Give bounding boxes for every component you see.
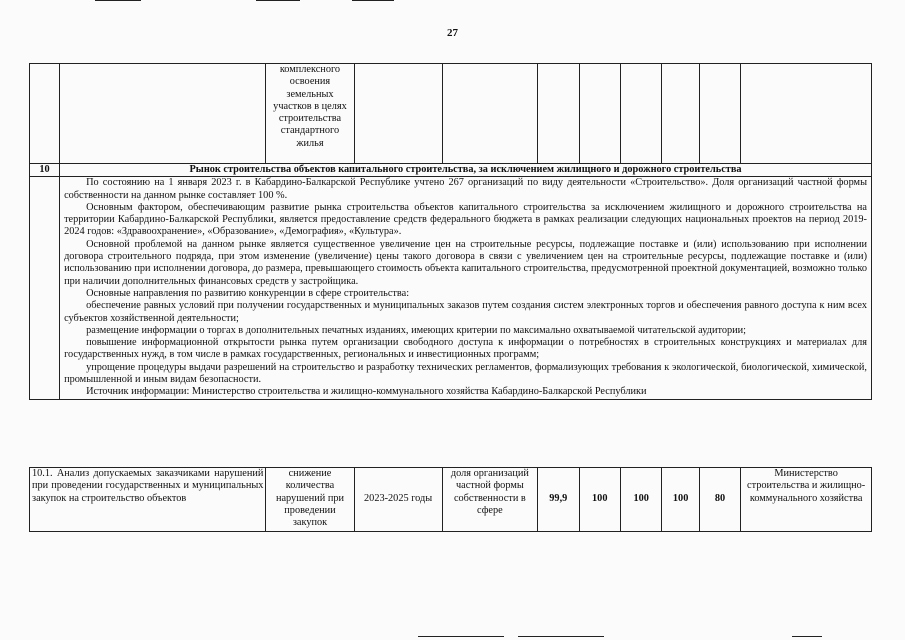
- measure-row: [30, 468, 872, 532]
- measure-10-1-table: [29, 467, 872, 532]
- continuation-row: [30, 64, 872, 164]
- scan-artifact-line: [352, 0, 394, 1]
- indicator-value: 80: [699, 468, 740, 532]
- paragraph: Основным фактором, обеспечивающим развитие рынка строительства объектов капитального строительства за исключением жилищного и дорожного строительства на территории Кабардино-Балкарской Республики, является предоставление средств федерального бюджета в рамках реализации следующих национальных проектов на период 2019-2024 годов: «Здравоохранение», «Образование», «Демография», «Культура».: [64, 201, 867, 238]
- section-body: [60, 177, 872, 399]
- section-header-row: [30, 164, 872, 177]
- section-title: Рынок строительства объектов капитального строительства, за исключением жилищного и дорожного строительства: [60, 164, 872, 177]
- page-number: 27: [447, 27, 458, 39]
- target-indicator: доля организаций частной формы собственности в сфере: [442, 468, 537, 532]
- scan-artifact-line: [95, 0, 141, 1]
- indicator-value: 100: [621, 468, 662, 532]
- paragraph: повышение информационной открытости рынка путем организации свободного доступа к информации о потребностях в строительных конструкциях и материалах для государственных нужд, в том числе в рамках государственных, региональных и инвестиционных программ;: [64, 337, 867, 361]
- measure-description: 10.1. Анализ допускаемых заказчиками нарушений при проведении государственных и муниципальных закупок на строительство объектов: [30, 468, 266, 532]
- source-note: Источник информации: Министерство строительства и жилищно-коммунального хозяйства Кабардино-Балкарской Республики: [86, 386, 647, 398]
- scan-artifact-line: [518, 636, 604, 637]
- implementation-period: 2023-2025 годы: [354, 468, 442, 532]
- section-number: 10: [30, 164, 60, 177]
- paragraph: Основной проблемой на данном рынке является существенное увеличение цен на строительные ресурсы, подлежащие поставке и (или) использованию при исполнении договора строительного подряда, при этом изменение (увеличение) цены такого договора в связи с увеличением цен на строительные ресурсы, подлежащие поставке и (или) использованию при исполнении договора, до размера, превышающего стоимость объекта капитального строительства, предусмотренной проектной документацией, возможно только при наличии дополнительных финансовых средств у застройщика.: [64, 238, 867, 287]
- paragraph: упрощение процедуры выдачи разрешений на строительство и разработку технических регламентов, формализующих требования к экологической, биологической, химической, промышленной и иным видам безопасности.: [64, 361, 867, 386]
- indicator-value: 100: [579, 468, 620, 532]
- scan-artifact-line: [792, 636, 822, 637]
- paragraph: Основные направления по развитию конкуренции в сфере строительства:: [86, 287, 410, 299]
- responsible-executor: Министерство строительства и жилищно-коммунального хозяйства: [741, 468, 872, 532]
- expected-result: снижение количества нарушений при проведении закупок: [266, 468, 354, 532]
- measures-table: [29, 63, 872, 400]
- indicator-value: 99,9: [538, 468, 579, 532]
- scan-artifact-line: [256, 0, 300, 1]
- indicator-value: 100: [662, 468, 699, 532]
- paragraph: По состоянию на 1 января 2023 г. в Кабардино-Балкарской Республике учтено 267 организаций по виду деятельности «Строительство». Доля организаций частной формы собственности на данном рынке составляет 100 %.: [64, 177, 867, 201]
- paragraph: размещение информации о торгах в дополнительных печатных изданиях, имеющих критерии по максимально охватываемой читательской аудитории;: [86, 324, 747, 336]
- paragraph: обеспечение равных условий при получении государственных и муниципальных заказов путем создания систем электронных торгов и обеспечения равного доступа к ним всех субъектов хозяйственной деятельности;: [64, 300, 867, 324]
- section-body-row: [30, 177, 872, 399]
- continuation-result-cell: комплексного освоения земельных участков в целях строительства стандартного жилья: [266, 64, 354, 164]
- scan-artifact-line: [418, 636, 504, 637]
